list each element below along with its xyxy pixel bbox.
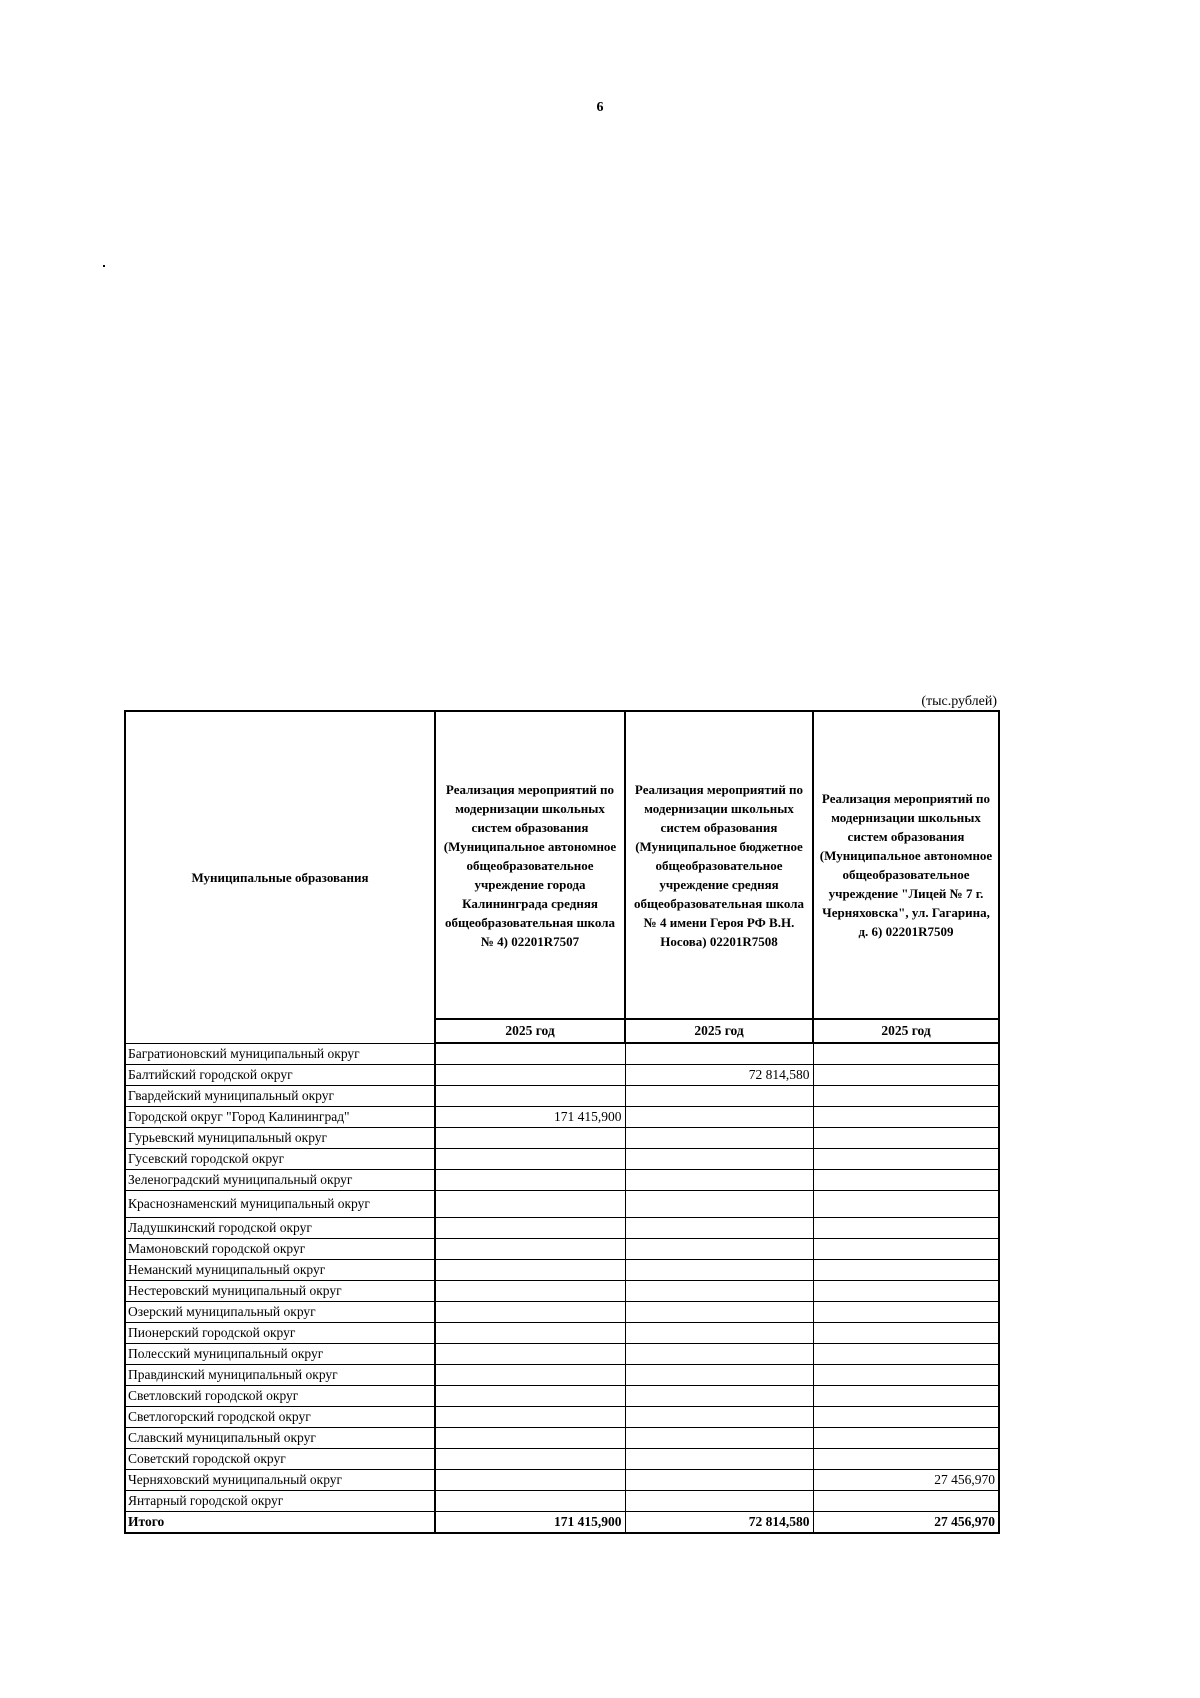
value-cell-column-1 — [435, 1281, 625, 1302]
value-cell-column-1 — [435, 1191, 625, 1218]
municipality-name: Правдинский муниципальный округ — [125, 1365, 435, 1386]
value-cell-column-3 — [813, 1407, 999, 1428]
municipality-name: Гурьевский муниципальный округ — [125, 1128, 435, 1149]
municipality-name: Неманский муниципальный округ — [125, 1260, 435, 1281]
value-cell-column-2 — [625, 1239, 813, 1260]
value-cell-column-1 — [435, 1323, 625, 1344]
value-cell-column-1 — [435, 1470, 625, 1491]
value-cell-column-1 — [435, 1407, 625, 1428]
table-row — [125, 1107, 999, 1128]
municipality-name: Гвардейский муниципальный округ — [125, 1086, 435, 1107]
value-cell-column-3 — [813, 1491, 999, 1512]
municipality-name: Краснознаменский муниципальный округ — [125, 1191, 435, 1218]
value-cell-column-2 — [625, 1386, 813, 1407]
table-row — [125, 1149, 999, 1170]
table-row — [125, 1386, 999, 1407]
value-cell-column-1 — [435, 1170, 625, 1191]
value-cell-column-3 — [813, 1281, 999, 1302]
value-cell-column-2 — [625, 1281, 813, 1302]
value-cell-column-2 — [625, 1260, 813, 1281]
value-cell-column-3 — [813, 1302, 999, 1323]
value-cell-column-2 — [625, 1043, 813, 1065]
value-cell-column-1 — [435, 1491, 625, 1512]
municipality-name: Славский муниципальный округ — [125, 1428, 435, 1449]
value-cell-column-3 — [813, 1170, 999, 1191]
table-header-row — [125, 711, 999, 1019]
table-row — [125, 1491, 999, 1512]
year-column-3: 2025 год — [813, 1019, 999, 1043]
table-row — [125, 1128, 999, 1149]
value-cell-column-1 — [435, 1365, 625, 1386]
table-row — [125, 1260, 999, 1281]
value-cell-column-3 — [813, 1260, 999, 1281]
value-cell-column-2 — [625, 1323, 813, 1344]
value-cell-column-1 — [435, 1302, 625, 1323]
value-cell-column-2 — [625, 1491, 813, 1512]
table-row — [125, 1065, 999, 1086]
table-row — [125, 1191, 999, 1218]
value-cell-column-1 — [435, 1218, 625, 1239]
municipality-name: Советский городской округ — [125, 1449, 435, 1470]
municipality-name: Гусевский городской округ — [125, 1149, 435, 1170]
header-column-1: Реализация мероприятий по модернизации школьных систем образования (Муниципальное автономное общеобразовательное учреждение города Калининграда средняя общеобразовательная школа № 4) 02201R7507 — [435, 711, 625, 1019]
value-cell-column-3 — [813, 1043, 999, 1065]
value-cell-column-3 — [813, 1449, 999, 1470]
value-cell-column-1 — [435, 1239, 625, 1260]
total-value-column-2: 72 814,580 — [625, 1512, 813, 1534]
value-cell-column-1 — [435, 1344, 625, 1365]
municipality-name: Светловский городской округ — [125, 1386, 435, 1407]
value-cell-column-2 — [625, 1191, 813, 1218]
table-row — [125, 1043, 999, 1065]
value-cell-column-2 — [625, 1470, 813, 1491]
year-column-1: 2025 год — [435, 1019, 625, 1043]
table-row — [125, 1344, 999, 1365]
value-cell-column-2 — [625, 1107, 813, 1128]
value-cell-column-2 — [625, 1149, 813, 1170]
value-cell-column-1: 171 415,900 — [435, 1107, 625, 1128]
value-cell-column-2 — [625, 1407, 813, 1428]
table-row — [125, 1281, 999, 1302]
table-row — [125, 1323, 999, 1344]
municipality-name: Черняховский муниципальный округ — [125, 1470, 435, 1491]
value-cell-column-3 — [813, 1428, 999, 1449]
value-cell-column-3 — [813, 1065, 999, 1086]
total-row — [125, 1512, 999, 1534]
value-cell-column-1 — [435, 1260, 625, 1281]
value-cell-column-2 — [625, 1170, 813, 1191]
municipality-name: Мамоновский городской округ — [125, 1239, 435, 1260]
value-cell-column-1 — [435, 1386, 625, 1407]
value-cell-column-3 — [813, 1128, 999, 1149]
value-cell-column-2 — [625, 1428, 813, 1449]
value-cell-column-3 — [813, 1149, 999, 1170]
value-cell-column-3 — [813, 1323, 999, 1344]
value-cell-column-1 — [435, 1428, 625, 1449]
value-cell-column-1 — [435, 1149, 625, 1170]
value-cell-column-2 — [625, 1128, 813, 1149]
value-cell-column-2: 72 814,580 — [625, 1065, 813, 1086]
value-cell-column-1 — [435, 1449, 625, 1470]
header-municipalities: Муниципальные образования — [125, 711, 435, 1043]
value-cell-column-3 — [813, 1107, 999, 1128]
value-cell-column-2 — [625, 1302, 813, 1323]
value-cell-column-3 — [813, 1239, 999, 1260]
total-label: Итого — [125, 1512, 435, 1534]
municipality-name: Озерский муниципальный округ — [125, 1302, 435, 1323]
municipality-name: Нестеровский муниципальный округ — [125, 1281, 435, 1302]
municipality-name: Светлогорский городской округ — [125, 1407, 435, 1428]
value-cell-column-3 — [813, 1344, 999, 1365]
value-cell-column-3 — [813, 1191, 999, 1218]
municipality-name: Янтарный городской округ — [125, 1491, 435, 1512]
value-cell-column-1 — [435, 1086, 625, 1107]
value-cell-column-3 — [813, 1386, 999, 1407]
municipality-name: Балтийский городской округ — [125, 1065, 435, 1086]
table-row — [125, 1086, 999, 1107]
header-column-2: Реализация мероприятий по модернизации школьных систем образования (Муниципальное бюджетное общеобразовательное учреждение средняя общеобразовательная школа № 4 имени Героя РФ В.Н. Носова) 02201R7508 — [625, 711, 813, 1019]
table-row — [125, 1170, 999, 1191]
table-row — [125, 1470, 999, 1491]
value-cell-column-2 — [625, 1086, 813, 1107]
total-value-column-1: 171 415,900 — [435, 1512, 625, 1534]
value-cell-column-3: 27 456,970 — [813, 1470, 999, 1491]
value-cell-column-2 — [625, 1344, 813, 1365]
page-number: 6 — [596, 100, 604, 115]
budget-table — [124, 710, 1000, 1534]
municipality-name: Городской округ "Город Калининград" — [125, 1107, 435, 1128]
table-row — [125, 1218, 999, 1239]
municipality-name: Зеленоградский муниципальный округ — [125, 1170, 435, 1191]
value-cell-column-1 — [435, 1065, 625, 1086]
scan-speck — [103, 265, 105, 267]
table-row — [125, 1449, 999, 1470]
table-row — [125, 1365, 999, 1386]
municipality-name: Полесский муниципальный округ — [125, 1344, 435, 1365]
value-cell-column-2 — [625, 1365, 813, 1386]
table-row — [125, 1407, 999, 1428]
municipality-name: Ладушкинский городской округ — [125, 1218, 435, 1239]
value-cell-column-2 — [625, 1218, 813, 1239]
value-cell-column-1 — [435, 1043, 625, 1065]
value-cell-column-2 — [625, 1449, 813, 1470]
header-column-3: Реализация мероприятий по модернизации школьных систем образования (Муниципальное автономное общеобразовательное учреждение "Лицей № 7 г. Черняховска", ул. Гагарина, д. 6) 02201R7509 — [813, 711, 999, 1019]
units-label: (тыс.рублей) — [921, 694, 997, 709]
total-value-column-3: 27 456,970 — [813, 1512, 999, 1534]
value-cell-column-3 — [813, 1218, 999, 1239]
year-column-2: 2025 год — [625, 1019, 813, 1043]
table-row — [125, 1428, 999, 1449]
municipality-name: Пионерский городской округ — [125, 1323, 435, 1344]
table-row — [125, 1239, 999, 1260]
municipality-name: Багратионовский муниципальный округ — [125, 1043, 435, 1065]
table-body — [125, 1043, 999, 1533]
value-cell-column-3 — [813, 1086, 999, 1107]
table-row — [125, 1302, 999, 1323]
value-cell-column-1 — [435, 1128, 625, 1149]
value-cell-column-3 — [813, 1365, 999, 1386]
